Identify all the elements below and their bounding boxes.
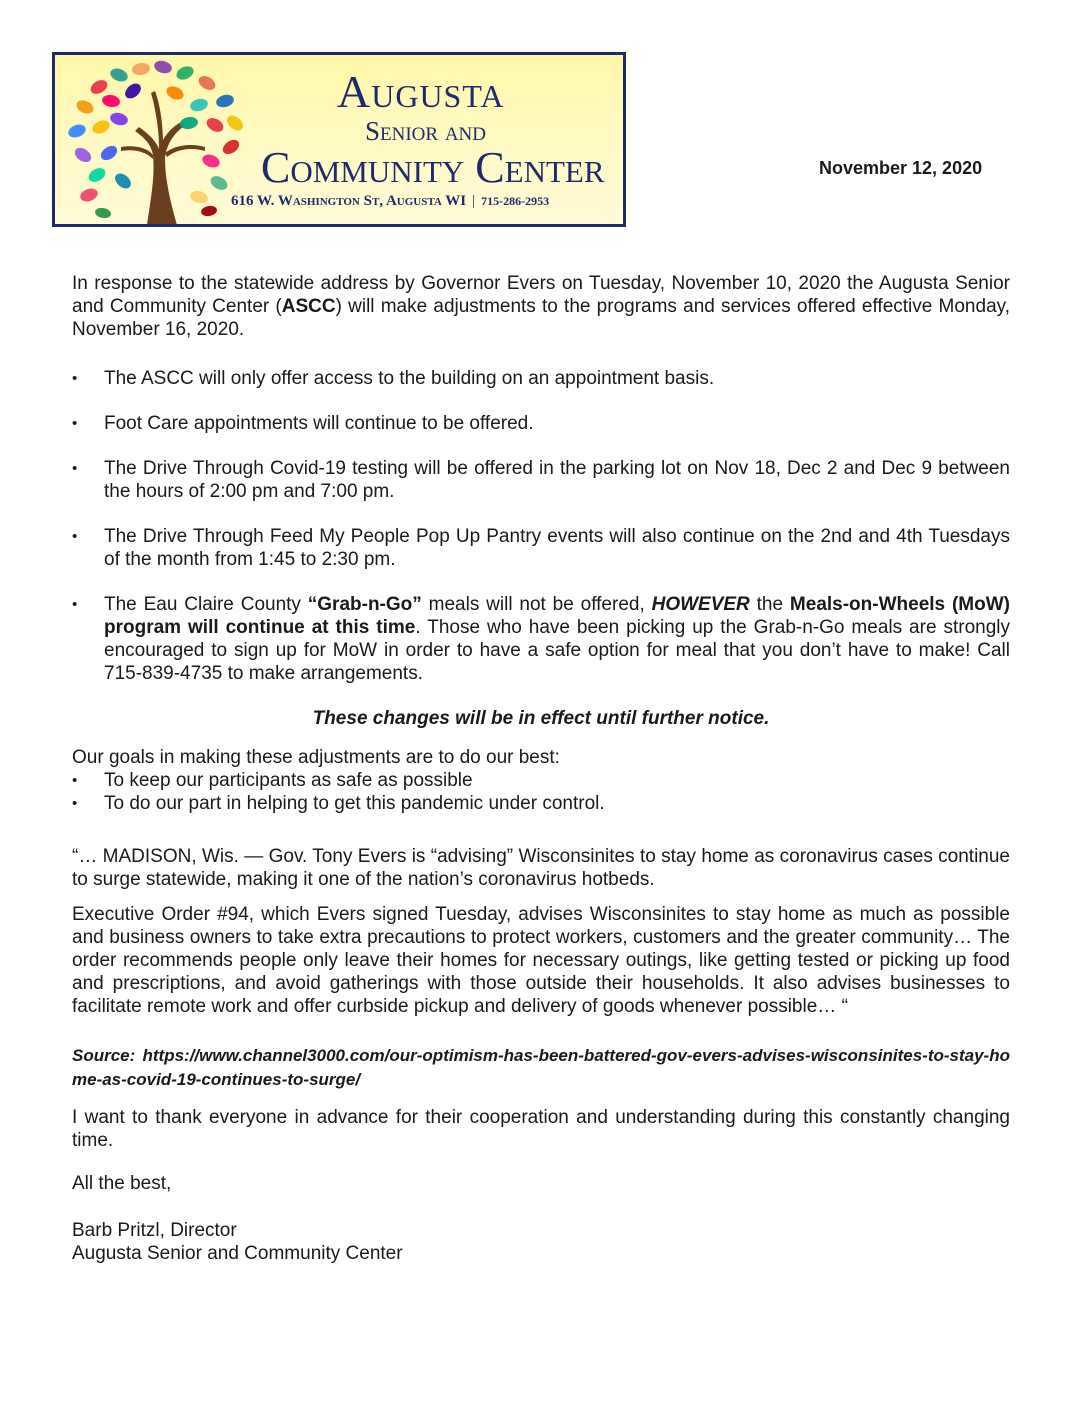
source-citation: Source: https://www.channel3000.com/our-optimism-has-been-battered-gov-evers-advises-wisconsinites-to-stay-home-as-covid-19-continues-to-surge/ bbox=[72, 1046, 1010, 1089]
list-item: • The Drive Through Feed My People Pop Up Pantry events will also continue on the 2nd and 4th Tuesdays of the month from 1:45 to 2:30 pm. bbox=[72, 525, 1010, 571]
address-separator: | bbox=[472, 193, 476, 209]
intro-acronym: ASCC bbox=[281, 296, 336, 317]
list-item-meals bbox=[72, 593, 1010, 685]
org-name-line3: Community Center bbox=[261, 143, 605, 192]
org-address: 616 W. Washington St, Augusta WI bbox=[231, 193, 467, 209]
goals-intro: Our goals in making these adjustments are to do our best: bbox=[72, 747, 560, 768]
meals-text-1: The Eau Claire County bbox=[104, 594, 308, 615]
quote-paragraph-1: “… MADISON, Wis. — Gov. Tony Evers is “advising” Wisconsinites to stay home as coronavirus cases continue to surge statewide, making it one of the nation’s coronavirus hotbeds. bbox=[72, 846, 1010, 890]
mow-emphasis: Meals-on-Wheels (MoW) program will continue at this time bbox=[104, 594, 1010, 638]
list-item: • The ASCC will only offer access to the building on an appointment basis. bbox=[72, 367, 1010, 390]
list-item: • To do our part in helping to get this pandemic under control. bbox=[72, 792, 1010, 815]
notice-line: These changes will be in effect until further notice. bbox=[312, 708, 770, 729]
thanks-paragraph: I want to thank everyone in advance for their cooperation and understanding during this constantly changing time. bbox=[72, 1107, 1010, 1151]
tree-of-hands-icon bbox=[59, 57, 249, 225]
meals-text-3: the bbox=[749, 594, 790, 615]
signature-name: Barb Pritzl, Director bbox=[72, 1220, 237, 1241]
list-item: • The Drive Through Covid-19 testing will be offered in the parking lot on Nov 18, Dec 2 and Dec 9 between the hours of 2:00 pm and 7:00 pm. bbox=[72, 457, 1010, 503]
meals-text-4: . Those who have been picking up the Grab-n-Go meals are strongly encouraged to sign up for MoW in order to have a safe option for meal that you don’t have to make! Call 715-839-4735 to make arrangements. bbox=[104, 617, 1010, 684]
list-item: • Foot Care appointments will continue to be offered. bbox=[72, 412, 1010, 435]
org-phone: 715-286-2953 bbox=[481, 194, 550, 208]
grab-n-go-label: “Grab-n-Go” bbox=[307, 594, 422, 615]
org-address-line bbox=[231, 193, 549, 210]
letter-body bbox=[72, 272, 1010, 1265]
list-item: • To keep our participants as safe as possible bbox=[72, 769, 1010, 792]
intro-text-start: In response to the statewide address by Governor Evers on Tuesday, November 10, 2020 the Augusta Senior and Community Center ( bbox=[72, 273, 1010, 317]
closing-line: All the best, bbox=[72, 1173, 172, 1194]
intro-paragraph bbox=[72, 272, 1010, 341]
quote-paragraph-2: Executive Order #94, which Evers signed Tuesday, advises Wisconsinites to stay home as much as possible and business owners to take extra precautions to protect workers, customers and the greater community… The order recommends people only leave their homes for necessary outings, like getting tested or picking up food and prescriptions, and avoid gatherings with those outside their households. It also advises businesses to facilitate remote work and offer curbside pickup and delivery of goods whenever possible… “ bbox=[72, 904, 1010, 1017]
intro-text-end: ) will make adjustments to the programs and services offered effective Monday, November 16, 2020. bbox=[72, 296, 1011, 340]
org-name-line1: Augusta bbox=[337, 66, 505, 117]
letterhead-logo bbox=[52, 52, 626, 227]
goals-list bbox=[72, 769, 1010, 815]
letter-date: November 12, 2020 bbox=[819, 158, 983, 178]
meals-text-2: meals will not be offered, bbox=[421, 594, 652, 615]
signature-org: Augusta Senior and Community Center bbox=[72, 1243, 403, 1264]
however-emphasis: HOWEVER bbox=[651, 594, 750, 615]
adjustments-list bbox=[72, 367, 1010, 685]
goals-section bbox=[72, 746, 1010, 815]
org-name-line2: Senior and bbox=[365, 116, 486, 146]
